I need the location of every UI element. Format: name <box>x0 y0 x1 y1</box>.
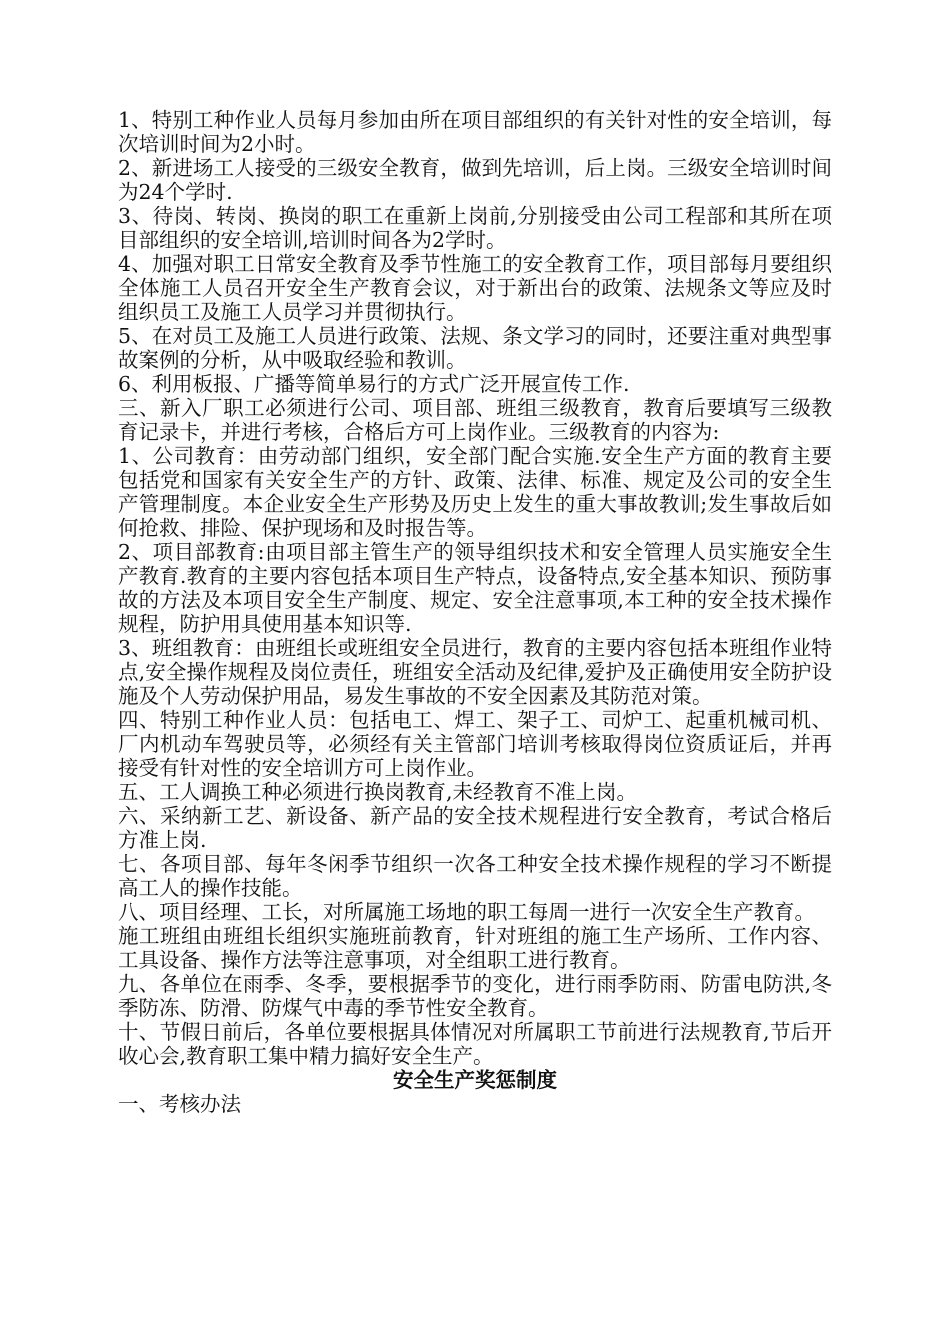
section-title: 安全生产奖惩制度 <box>393 1068 557 1092</box>
paragraph-three-level-new-workers: 2、新进场工人接受的三级安全教育，做到先培训，后上岗。三级安全培训时间为24个学时. <box>118 156 832 204</box>
paragraph-section-ten: 十、节假日前后，各单位要根据具体情况对所属职工节前进行法规教育,节后开收心会,教育职工集中精力搞好安全生产。 <box>118 1020 832 1068</box>
paragraph-section-three: 三、新入厂职工必须进行公司、项目部、班组三级教育，教育后要填写三级教育记录卡，并进行考核，合格后方可上岗作业。三级教育的内容为: <box>118 396 832 444</box>
paragraph-section-six: 六、采纳新工艺、新设备、新产品的安全技术规程进行安全教育，考试合格后方准上岗. <box>118 804 832 852</box>
paragraph-section-five: 五、工人调换工种必须进行换岗教育,未经教育不准上岗。 <box>118 780 638 804</box>
paragraph-section-seven: 七、各项目部、每年冬闲季节组织一次各工种安全技术操作规程的学习不断提高工人的操作技能。 <box>118 852 832 900</box>
paragraph-case-analysis: 5、在对员工及施工人员进行政策、法规、条文学习的同时，还要注重对典型事故案例的分析，从中吸取经验和教训。 <box>118 324 832 372</box>
paragraph-training-hours-special: 1、特别工种作业人员每月参加由所在项目部组织的有关针对性的安全培训，每次培训时间为2小时。 <box>118 108 832 156</box>
paragraph-section-eight: 八、项目经理、工长，对所属施工场地的职工每周一进行一次安全生产教育。 <box>118 900 815 924</box>
paragraph-section-four: 四、特别工种作业人员：包括电工、焊工、架子工、司炉工、起重机械司机、厂内机动车驾驶员等，必须经有关主管部门培训考核取得岗位资质证后，并再接受有针对性的安全培训方可上岗作业。 <box>118 708 832 780</box>
document-body <box>118 108 832 1116</box>
paragraph-team-pre-shift: 施工班组由班组长组织实施班前教育，针对班组的施工生产场所、工作内容、工具设备、操作方法等注意事项，对全组职工进行教育。 <box>118 924 832 972</box>
subsection-heading: 一、考核办法 <box>118 1092 241 1116</box>
paragraph-job-transfer-training: 3、待岗、转岗、换岗的职工在重新上岗前,分别接受由公司工程部和其所在项目部组织的安全培训,培训时间各为2学时。 <box>118 204 832 252</box>
paragraph-team-education: 3、班组教育：由班组长或班组安全员进行，教育的主要内容包括本班组作业特点,安全操作规程及岗位责任，班组安全活动及纪律,爱护及正确使用安全防护设施及个人劳动保护用品，易发生事故的不安全因素及其防范对策。 <box>118 636 832 708</box>
paragraph-company-education: 1、公司教育：由劳动部门组织，安全部门配合实施.安全生产方面的教育主要包括党和国家有关安全生产的方针、政策、法律、标准、规定及公司的安全生产管理制度。本企业安全生产形势及历史上发生的重大事故教训;发生事故后如何抢救、排险、保护现场和及时报告等。 <box>118 444 832 540</box>
paragraph-publicity: 6、利用板报、广播等简单易行的方式广泛开展宣传工作. <box>118 372 630 396</box>
paragraph-project-education: 2、项目部教育:由项目部主管生产的领导组织技术和安全管理人员实施安全生产教育.教育的主要内容包括本项目生产特点，设备特点,安全基本知识、预防事故的方法及本项目安全生产制度、规定、安全注意事项,本工种的安全技术操作规程，防护用具使用基本知识等. <box>118 540 832 636</box>
paragraph-daily-seasonal-education: 4、加强对职工日常安全教育及季节性施工的安全教育工作，项目部每月要组织全体施工人员召开安全生产教育会议，对于新出台的政策、法规条文等应及时组织员工及施工人员学习并贯彻执行。 <box>118 252 832 324</box>
paragraph-section-nine: 九、各单位在雨季、冬季，要根据季节的变化，进行雨季防雨、防雷电防洪,冬季防冻、防滑、防煤气中毒的季节性安全教育。 <box>118 972 832 1020</box>
